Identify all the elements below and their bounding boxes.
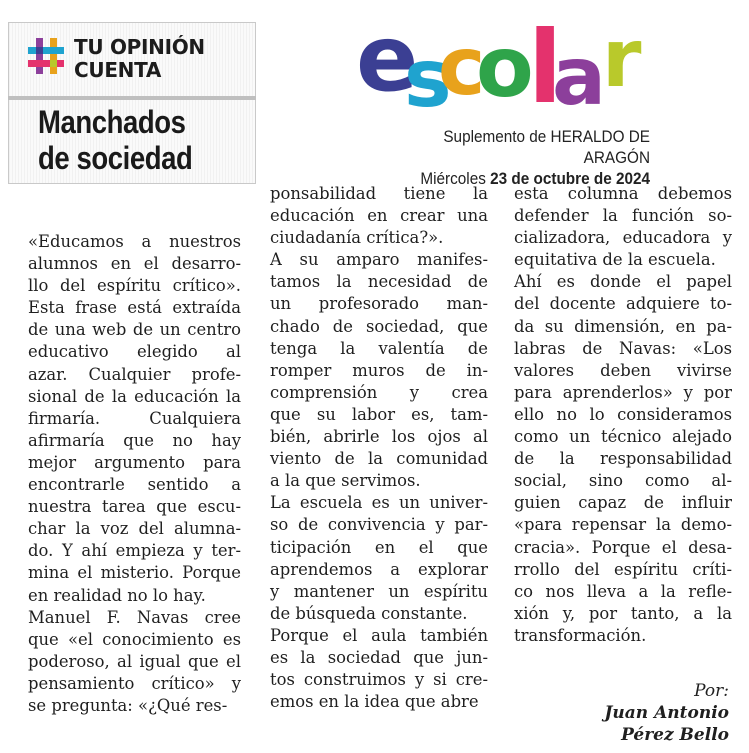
article-line: del docente adquiere to- bbox=[514, 294, 732, 314]
logo-letter-l: l bbox=[528, 9, 563, 120]
article-column-3 bbox=[514, 183, 732, 647]
article-line: romper muros de in- bbox=[270, 360, 488, 380]
escolar-logo bbox=[356, 2, 656, 120]
article-line: da su dimensión, en pa- bbox=[514, 316, 732, 336]
article-line: se pregunta: «¿Qué res- bbox=[28, 695, 228, 715]
article-line: que su labor es, tam- bbox=[270, 404, 488, 424]
article-line: mejor argumento para bbox=[28, 452, 241, 472]
headline: Manchados de sociedad bbox=[38, 104, 193, 176]
article-line: mina el misterio. Porque bbox=[28, 563, 241, 583]
article-line: Manuel F. Navas cree bbox=[28, 607, 241, 627]
article-line: que «el conocimiento es bbox=[28, 629, 241, 649]
logo-letter-r: r bbox=[602, 12, 642, 105]
article-line: educación en crear una bbox=[270, 206, 488, 226]
header-divider bbox=[8, 96, 256, 100]
article-line: poderoso, al igual que el bbox=[28, 651, 241, 671]
article-line: como un técnico alejado bbox=[514, 427, 732, 447]
article-line: de búsqueda constante. bbox=[270, 603, 468, 623]
article-line: tos construimos y si cre- bbox=[270, 670, 488, 690]
supplement-date: 23 de octubre de 2024 bbox=[490, 169, 650, 188]
article-line: rrollo del espíritu críti- bbox=[514, 559, 732, 579]
article-line: «Educamos a nuestros bbox=[28, 232, 241, 251]
article-line: afirmaría que no hay bbox=[28, 430, 241, 450]
article-line: do. Y ahí empieza y ter- bbox=[28, 541, 241, 561]
article-line: La escuela es un univer- bbox=[270, 493, 488, 513]
supplement-info bbox=[396, 126, 650, 189]
byline-author: Juan Antonio Pérez Bello bbox=[604, 703, 729, 745]
article-line: equitativa de la escuela. bbox=[514, 250, 716, 270]
byline bbox=[604, 680, 729, 746]
byline-prefix: Por: bbox=[694, 681, 729, 701]
article-line: nuestra tarea que escu- bbox=[28, 497, 241, 517]
article-line: ciudadanía crítica?». bbox=[270, 228, 444, 248]
article-line: ello no lo consideramos bbox=[514, 404, 732, 424]
supplement-day: Miércoles bbox=[420, 169, 486, 188]
article-line: so de convivencia y par- bbox=[270, 515, 488, 535]
article-line: tamos la necesidad de bbox=[270, 272, 488, 292]
article-line: Porque el aula también bbox=[270, 625, 488, 645]
logo-letter-a: a bbox=[552, 30, 606, 120]
article-line: Esta frase está extraída bbox=[28, 298, 241, 318]
article-line: un profesorado man- bbox=[270, 294, 488, 314]
article-line: firmaría. Cualquiera bbox=[28, 408, 241, 428]
article-line: Ahí es donde el papel bbox=[514, 272, 732, 292]
article-line: valores deben vivirse bbox=[514, 360, 732, 380]
article-line: aprendemos a explorar bbox=[270, 559, 488, 579]
article-line: «para repensar la demo- bbox=[514, 515, 732, 535]
article-line: en realidad no lo hay. bbox=[28, 585, 206, 605]
article-line: co nos lleva a la refle- bbox=[514, 581, 732, 601]
article-line: encontrarle sentido a bbox=[28, 475, 241, 495]
article-line: labras de Navas: «Los bbox=[514, 338, 732, 358]
article-line: esta columna debemos bbox=[514, 184, 732, 203]
article-line: a la que servimos. bbox=[270, 471, 421, 491]
article-line: ticipación en el que bbox=[270, 537, 488, 557]
article-line: para aprenderlos» y por bbox=[514, 382, 732, 402]
logo-letter-c: c bbox=[438, 20, 486, 113]
supplement-line: Suplemento de HERALDO DE ARAGÓN bbox=[443, 127, 650, 167]
article-line: de la responsabilidad bbox=[514, 449, 732, 469]
article-line: y mantener un espíritu bbox=[270, 581, 488, 601]
article-line: viento de la comunidad bbox=[270, 449, 488, 469]
article-line: cializadora, educadora y bbox=[514, 228, 732, 248]
article-line: ponsabilidad tiene la bbox=[270, 184, 488, 203]
article-line: alumnos en el desarro- bbox=[28, 254, 241, 274]
article-line: cracia». Porque el desa- bbox=[514, 537, 732, 557]
article-line: chado de sociedad, que bbox=[270, 316, 488, 336]
article-line: char la voz del alumna- bbox=[28, 519, 241, 539]
logo-letter-s: s bbox=[404, 32, 452, 120]
article-line: social, sino como al- bbox=[514, 471, 732, 491]
article-line: xión y, por tanto, a la bbox=[514, 603, 732, 623]
article-line: emos en la idea que abre bbox=[270, 692, 479, 712]
article-line: azar. Cualquier profe- bbox=[28, 364, 241, 384]
hashtag-icon bbox=[26, 36, 66, 76]
article-line: tenga la valentía de bbox=[270, 338, 488, 358]
article-line: de una web de un centro bbox=[28, 320, 241, 340]
article-line: sional de la educación la bbox=[28, 386, 241, 406]
article-line: bién, abrirle los ojos al bbox=[270, 427, 488, 447]
section-label: TU OPINIÓN CUENTA bbox=[74, 35, 205, 82]
article-column-1 bbox=[28, 231, 241, 717]
article-line: A su amparo manifes- bbox=[270, 250, 488, 270]
article-line: educativo elegido al bbox=[28, 342, 241, 362]
article-line: defender la función so- bbox=[514, 206, 732, 226]
article-line: guien capaz de influir bbox=[514, 493, 732, 513]
logo-letter-o: o bbox=[476, 18, 534, 116]
article-line: transformación. bbox=[514, 625, 647, 645]
article-column-2 bbox=[270, 183, 488, 713]
logo-letter-e: e bbox=[356, 5, 419, 112]
article-line: llo del espíritu crítico». bbox=[28, 276, 241, 296]
article-line: comprensión y crea bbox=[270, 382, 488, 402]
article-line: pensamiento crítico» y bbox=[28, 673, 241, 693]
article-line: es la sociedad que jun- bbox=[270, 647, 488, 667]
